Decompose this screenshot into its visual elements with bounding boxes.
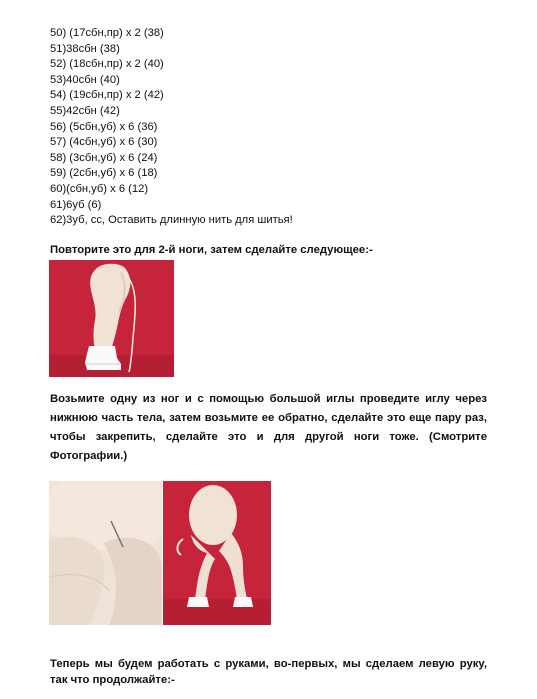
leg-photo [49,260,174,377]
instruction-row: 62)3уб, сс, Оставить длинную нить для шитья! [50,214,293,227]
instruction-row: 51)38сбн (38) [50,42,120,55]
instruction-row: 53)40сбн (40) [50,73,120,86]
attach-paragraph: Возьмите одну из ног и с помощью большой иглы проведите иглу через нижнюю часть тела, затем возьмите ее обратно, сделайте это еще пару раз, чтобы закрепить, сделайте это и для другой ноги тоже. (Смотрите Фотографии.) [50,393,487,462]
instruction-list [50,26,293,229]
instruction-row: 50) (17сбн,пр) x 2 (38) [50,27,164,39]
instruction-row: 60)(сбн,уб) x 6 (12) [50,182,149,195]
needle-closeup-photo [49,481,162,625]
instruction-row: 59) (2сбн,уб) x 6 (18) [50,167,158,180]
instruction-row: 56) (5сбн,уб) x 6 (36) [50,120,158,133]
instruction-row: 55)42сбн (42) [50,104,120,117]
arms-paragraph: Теперь мы будем работать с руками, во-первых, мы сделаем левую руку, так что продолжайте:- [50,658,487,686]
instruction-row: 61)6уб (6) [50,198,102,211]
doll-legs-photo [163,481,271,625]
instruction-row: 57) (4сбн,уб) x 6 (30) [50,136,158,149]
instruction-row: 52) (18сбн,пр) x 2 (40) [50,58,164,71]
instruction-row: 58) (3сбн,уб) x 6 (24) [50,151,158,164]
repeat-leg-heading: Повторите это для 2-й ноги, затем сделайте следующее:- [50,244,373,256]
instruction-row: 54) (19сбн,пр) x 2 (42) [50,89,164,102]
